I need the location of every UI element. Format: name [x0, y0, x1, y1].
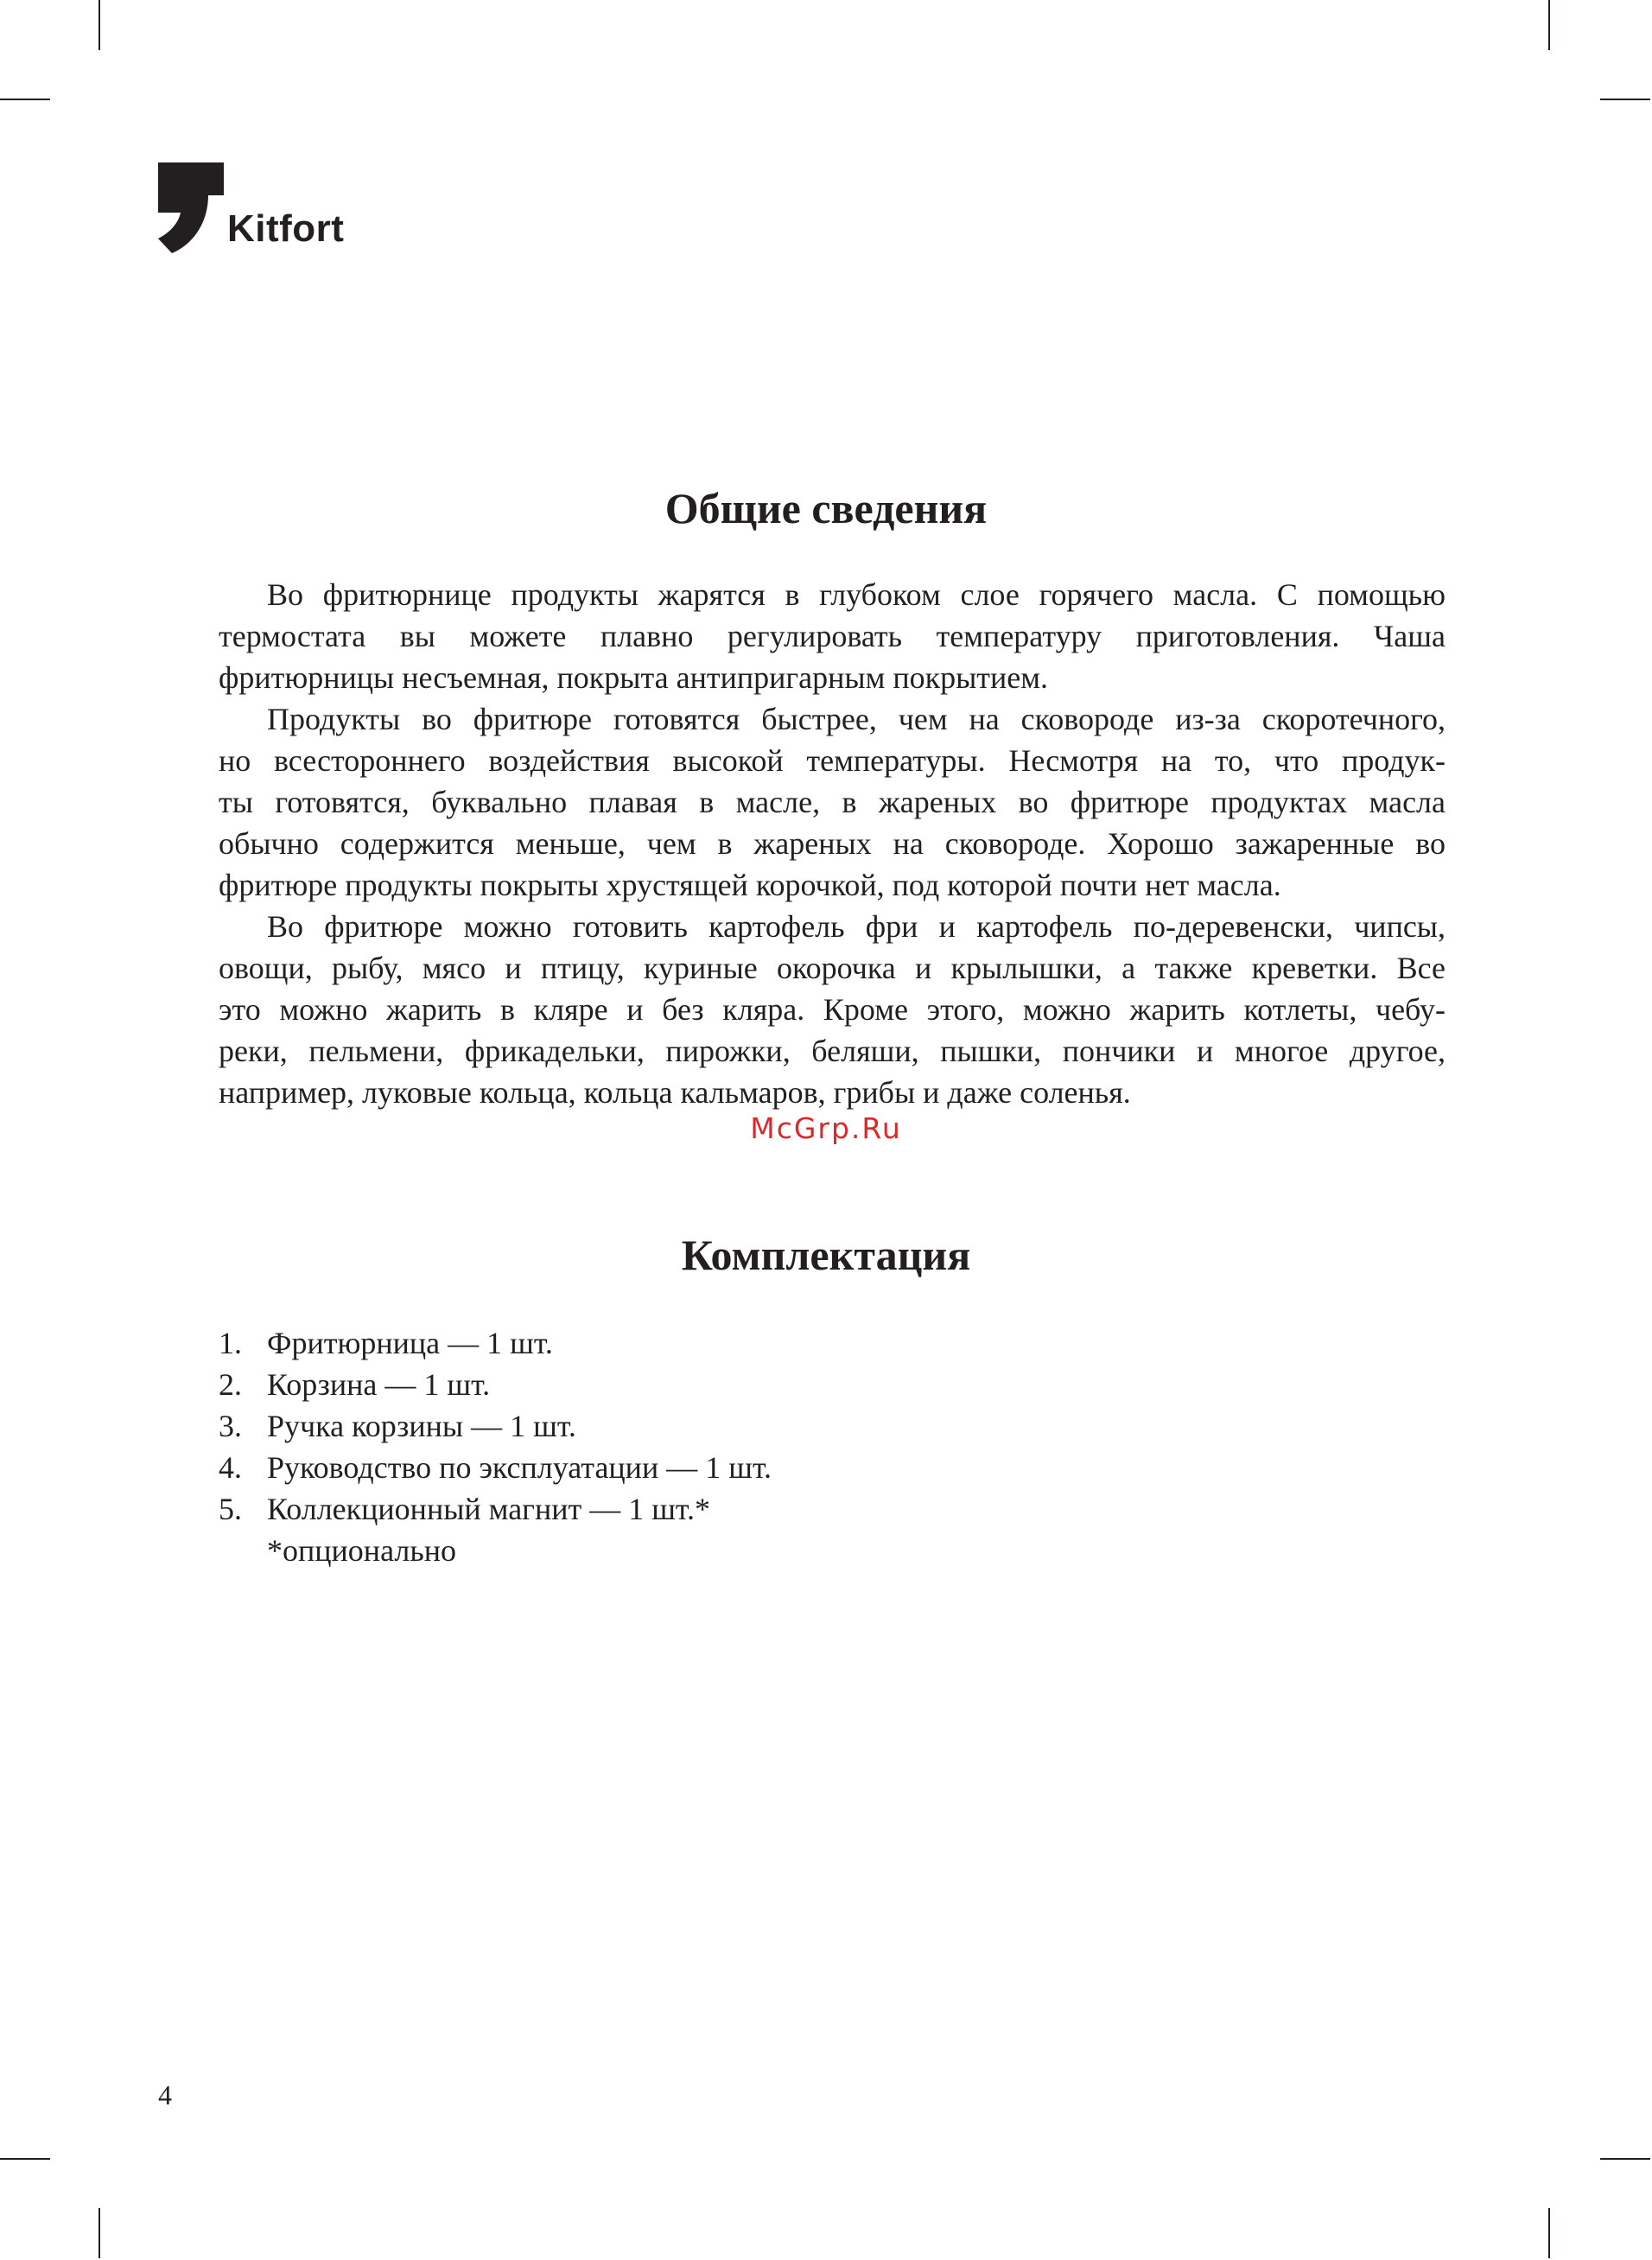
text-line: но всестороннего воздействия высокой температуры. Несмотря на то, что продук-	[219, 743, 1446, 778]
text-line: реки, пельмени, фрикадельки, пирожки, беляши, пышки, пончики и многое другое,	[219, 1034, 1446, 1068]
list-item-number: 5.	[219, 1492, 242, 1526]
section-title-general: Общие сведения	[664, 484, 988, 532]
crop-mark	[1548, 2208, 1550, 2258]
crop-mark	[1600, 99, 1650, 100]
list-item-number: 4.	[219, 1450, 242, 1485]
list-item-text: Руководство по эксплуатации — 1 шт.	[267, 1450, 772, 1485]
text-line: Во фритюре можно готовить картофель фри и картофель по-деревенски, чипсы,	[267, 909, 1446, 944]
text-line: Во фритюрнице продукты жарятся в глубоком слое горячего масла. С помощью	[267, 577, 1446, 612]
list-item-number: 2.	[219, 1367, 242, 1402]
list-item	[219, 1447, 772, 1488]
list-item	[219, 1322, 772, 1364]
list-item	[219, 1405, 772, 1447]
text-line: это можно жарить в кляре и без кляра. Кроме этого, можно жарить котлеты, чебу-	[219, 992, 1446, 1027]
list-item-text: Фритюрница — 1 шт.	[267, 1326, 553, 1360]
crop-mark	[98, 2208, 100, 2258]
text-line: ты готовятся, буквально плавая в масле, в жареных во фритюре продуктах масла	[219, 785, 1446, 819]
text-line: обычно содержится меньше, чем в жареных на сковороде. Хорошо зажаренные во	[219, 826, 1446, 861]
text-line: Продукты во фритюре готовятся быстрее, чем на сковороде из-за скоротечного,	[267, 702, 1446, 736]
text-line: фритюре продукты покрыты хрустящей корочкой, под которой почти нет масла.	[219, 868, 1281, 902]
crop-mark	[1600, 2158, 1650, 2160]
crop-mark	[1548, 0, 1550, 50]
list-item	[219, 1364, 772, 1405]
general-body-text	[219, 574, 1446, 1113]
list-item-text: Корзина — 1 шт.	[267, 1367, 491, 1402]
crop-mark	[0, 99, 50, 100]
page-number: 4	[158, 2079, 172, 2110]
brand-wordmark: Kitfort	[227, 207, 345, 250]
text-line: фритюрницы несъемная, покрыта антипригарным покрытием.	[219, 660, 1049, 695]
crop-mark	[0, 2158, 50, 2160]
list-item-number: 1.	[219, 1326, 242, 1360]
brand-mark-icon	[158, 162, 224, 253]
kit-list	[219, 1322, 772, 1530]
section-title-kit: Комплектация	[681, 1231, 971, 1279]
text-line: овощи, рыбу, мясо и птицу, куриные окорочка и крылышки, а также креветки. Все	[219, 951, 1446, 985]
crop-mark	[98, 0, 100, 50]
list-item-text: Коллекционный магнит — 1 шт.*	[267, 1492, 710, 1526]
list-item-text: Ручка корзины — 1 шт.	[267, 1409, 576, 1443]
text-line: например, луковые кольца, кольца кальмаров, грибы и даже соленья.	[219, 1075, 1131, 1110]
brand-logo	[158, 158, 344, 253]
kit-footnote: *опционально	[267, 1533, 457, 1568]
text-line: термостата вы можете плавно регулировать температуру приготовления. Чаша	[219, 619, 1446, 653]
list-item-number: 3.	[219, 1409, 242, 1443]
list-item	[219, 1488, 772, 1530]
watermark-link[interactable]: McGrp.Ru	[750, 1111, 902, 1145]
